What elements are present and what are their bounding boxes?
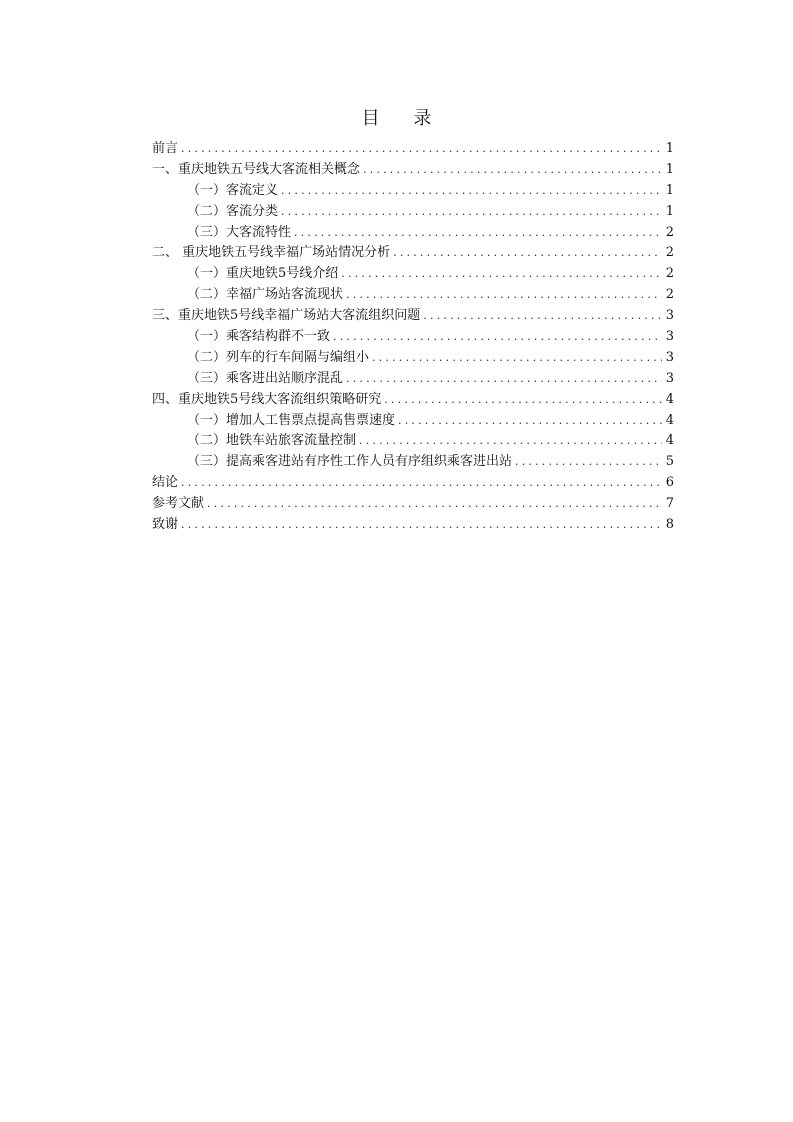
toc-entry-label: （一）客流定义 xyxy=(187,182,279,198)
toc-entry-page-number: 2 xyxy=(665,245,674,261)
toc-dot-leader xyxy=(294,223,662,244)
toc-entry-page-number: 4 xyxy=(665,433,674,449)
toc-entry-page-number: 7 xyxy=(665,496,674,512)
toc-dot-leader xyxy=(181,515,662,536)
toc-dot-leader xyxy=(359,431,662,452)
toc-entry-page-number: 1 xyxy=(665,182,674,198)
toc-entry[interactable] xyxy=(152,452,674,473)
toc-entry-page-number: 3 xyxy=(665,308,674,324)
toc-entry[interactable] xyxy=(152,327,674,348)
toc-entry-label: （二）地铁车站旅客流量控制 xyxy=(187,433,357,449)
toc-entry-label: （三）提高乘客进站有序性工作人员有序组织乘客进出站 xyxy=(187,454,513,470)
toc-entry-page-number: 2 xyxy=(665,287,674,303)
toc-entry-page-number: 3 xyxy=(665,329,674,345)
toc-entry-label: 一、重庆地铁五号线大客流相关概念 xyxy=(152,161,361,177)
toc-entry[interactable] xyxy=(152,348,674,369)
toc-dot-leader xyxy=(363,160,662,181)
toc-entry[interactable] xyxy=(152,515,674,536)
toc-entry-label: 四、重庆地铁5号线大客流组织策略研究 xyxy=(152,391,382,407)
toc-entry[interactable] xyxy=(152,431,674,452)
toc-entry-label: （二）列车的行车间隔与编组小 xyxy=(187,349,370,365)
toc-entry[interactable] xyxy=(152,223,674,244)
toc-entry-page-number: 4 xyxy=(665,412,674,428)
toc-entry-label: 前言 xyxy=(152,141,179,156)
toc-dot-leader xyxy=(281,202,662,223)
toc-entry[interactable] xyxy=(152,390,674,411)
toc-entry-label: （三）乘客进出站顺序混乱 xyxy=(187,370,344,386)
toc-entry-label: （一）重庆地铁5号线介绍 xyxy=(187,266,339,282)
toc-entry[interactable] xyxy=(152,411,674,432)
toc-entry-page-number: 1 xyxy=(665,203,674,219)
toc-entry-label: （二）客流分类 xyxy=(187,203,279,219)
toc-dot-leader xyxy=(372,348,662,369)
toc-entry[interactable] xyxy=(152,139,674,160)
toc-entry-page-number: 2 xyxy=(665,224,674,240)
toc-dot-leader xyxy=(346,369,662,390)
toc-entry[interactable] xyxy=(152,473,674,494)
toc-entry-page-number: 1 xyxy=(665,161,674,177)
toc-entry-page-number: 4 xyxy=(665,391,674,407)
toc-entry-label: （一）乘客结构群不一致 xyxy=(187,329,331,345)
toc-dot-leader xyxy=(346,285,662,306)
toc-dot-leader xyxy=(398,411,662,432)
toc-entry[interactable] xyxy=(152,243,674,264)
toc-dot-leader xyxy=(423,306,661,327)
toc-entry-label: 结论 xyxy=(152,475,179,491)
toc-entry-page-number: 3 xyxy=(665,349,674,365)
page-title: 目 录 xyxy=(361,108,446,129)
toc-dot-leader xyxy=(181,473,662,494)
toc-dot-leader xyxy=(393,243,662,264)
toc-entry[interactable] xyxy=(152,494,674,515)
toc-entry[interactable] xyxy=(152,181,674,202)
toc-entry[interactable] xyxy=(152,369,674,390)
toc-entry-page-number: 2 xyxy=(665,266,674,282)
toc-entry-page-number: 5 xyxy=(665,454,674,470)
toc-entry[interactable] xyxy=(152,306,674,327)
toc-entry-label: （三）大客流特性 xyxy=(187,224,292,240)
toc-entry-label: （二）幸福广场站客流现状 xyxy=(187,287,344,303)
table-of-contents xyxy=(152,139,674,536)
toc-dot-leader xyxy=(207,494,662,515)
toc-dot-leader xyxy=(281,181,662,202)
toc-dot-leader xyxy=(341,264,661,285)
toc-entry-page-number: 3 xyxy=(665,370,674,386)
toc-entry-page-number: 6 xyxy=(665,475,674,491)
toc-entry-label: 参考文献 xyxy=(152,496,205,512)
toc-dot-leader xyxy=(181,139,662,160)
toc-entry[interactable] xyxy=(152,202,674,223)
toc-dot-leader xyxy=(515,452,662,473)
toc-entry-page-number: 1 xyxy=(665,141,674,156)
toc-dot-leader xyxy=(384,390,661,411)
toc-entry-label: （一）增加人工售票点提高售票速度 xyxy=(187,412,396,428)
toc-entry[interactable] xyxy=(152,160,674,181)
toc-entry[interactable] xyxy=(152,264,674,285)
toc-entry[interactable] xyxy=(152,285,674,306)
toc-entry-label: 二、 重庆地铁五号线幸福广场站情况分析 xyxy=(152,245,391,261)
toc-entry-page-number: 8 xyxy=(665,517,674,533)
toc-dot-leader xyxy=(333,327,662,348)
toc-entry-label: 致谢 xyxy=(152,517,179,533)
toc-entry-label: 三、重庆地铁5号线幸福广场站大客流组织问题 xyxy=(152,308,421,324)
